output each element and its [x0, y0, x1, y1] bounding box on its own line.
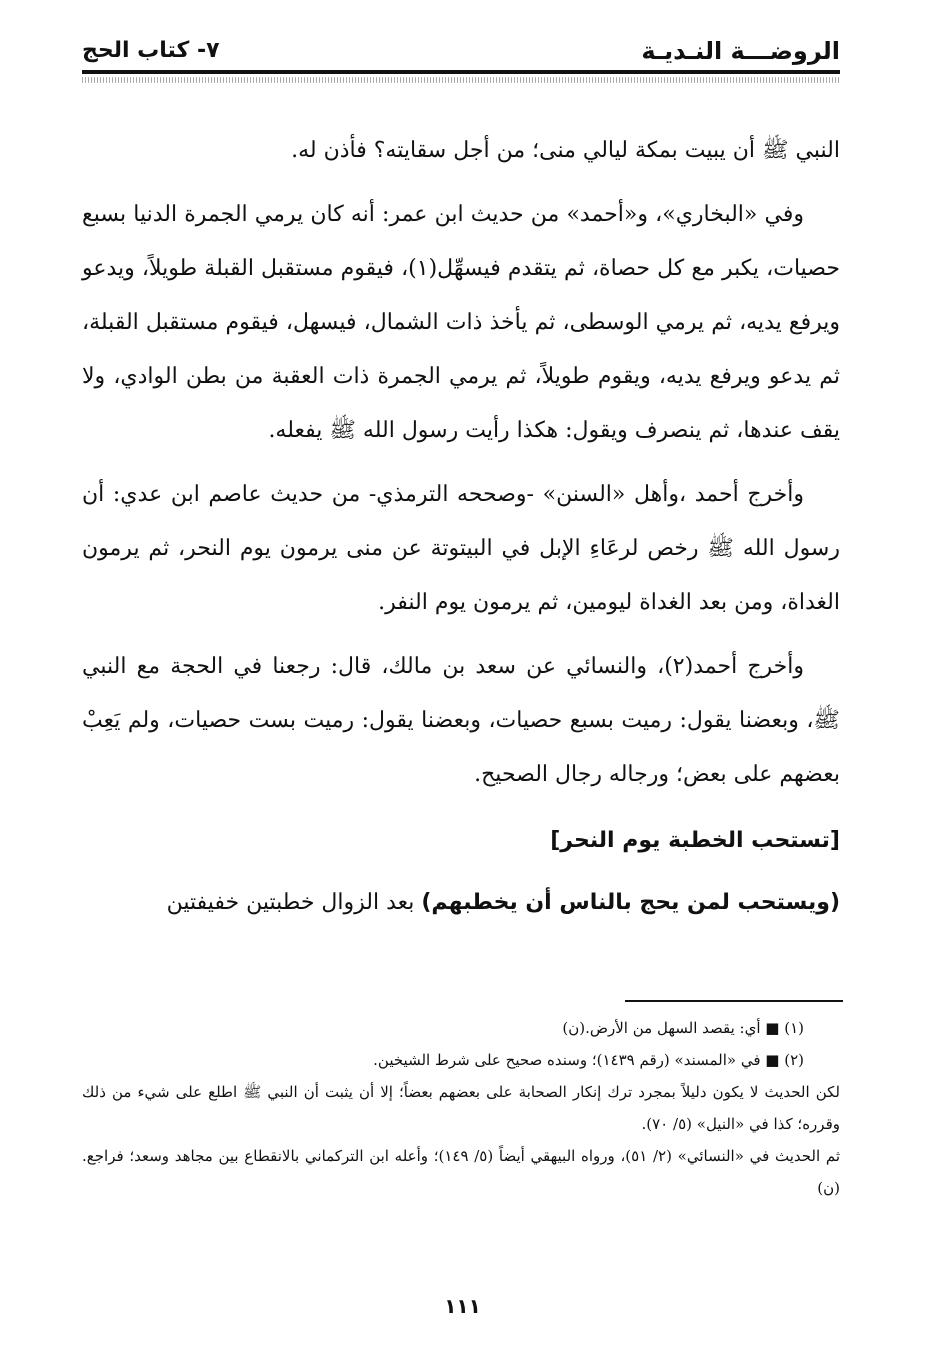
- header-rule: [82, 70, 840, 74]
- section-heading: [تستحب الخطبة يوم النحر]: [550, 828, 840, 853]
- lead-rest-text: بعد الزوال خطبتين خفيفتين: [166, 890, 422, 915]
- footnote-2-continuation-2: ثم الحديث في «النسائي» (٢/ ٥١)، ورواه البيهقي أيضاً (٥/ ١٤٩)؛ وأعله ابن التركماني بالانقطاع بين مجاهد وسعد؛ فراجع.(ن): [82, 1147, 841, 1197]
- footnote-1: (١) ■ أي: يقصد السهل من الأرض.(ن): [562, 1019, 804, 1037]
- paragraph-2: وفي «البخاري»، و«أحمد» من حديث ابن عمر: أنه كان يرمي الجمرة الدنيا بسبع حصيات، يكبر مع كل حصاة، ثم يتقدم فيسهِّل(١)، فيقوم مستقبل القبلة طويلاً، ويدعو ويرفع يديه، ثم يرمي الوسطى، ثم يأخذ ذات الشمال، فيسهل، فيقوم مستقبل القبلة، ثم يدعو ويرفع يديه، ويقوم طويلاً، ثم يرمي الجمرة ذات العقبة من بطن الوادي، ولا يقف عندها، ثم ينصرف ويقول: هكذا رأيت رسول الله ﷺ يفعله.: [82, 202, 840, 443]
- paragraph-4: وأخرج أحمد(٢)، والنسائي عن سعد بن مالك، قال: رجعنا في الحجة مع النبي ﷺ، وبعضنا يقول: رميت بسبع حصيات، وبعضنا يقول: رميت بست حصيات، ولم يَعِبْ بعضهم على بعض؛ ورجاله رجال الصحيح.: [82, 654, 840, 787]
- paragraph-3: وأخرج أحمد ،وأهل «السنن» -وصححه الترمذي- من حديث عاصم ابن عدي: أن رسول الله ﷺ رخص لرعَاءِ الإبل في البيتوتة عن منى يرمون يوم النحر، ثم يرمون الغداة، ومن بعد الغداة ليومين، ثم يرمون يوم النفر.: [82, 482, 840, 615]
- footnotes: [82, 1012, 840, 1204]
- body-text: [82, 124, 840, 930]
- footnote-2: (٢) ■ في «المسند» (رقم ١٤٣٩)؛ وسنده صحيح على شرط الشيخين.: [373, 1051, 804, 1069]
- lead-paragraph: [82, 876, 840, 930]
- header-rule-dotted: [82, 77, 840, 83]
- lead-bold-text: (ويستحب لمن يحج بالناس أن يخطبهم): [421, 890, 840, 915]
- running-header: [82, 36, 840, 70]
- book-title: الروضـــة النـديـة: [641, 37, 840, 65]
- chapter-title: ٧- كتاب الحج: [82, 38, 220, 63]
- paragraph-1: النبي ﷺ أن يبيت بمكة ليالي منى؛ من أجل سقايته؟ فأذن له.: [291, 138, 840, 163]
- page-number: ١١١: [444, 1294, 481, 1318]
- footnote-2-continuation: لكن الحديث لا يكون دليلاً بمجرد ترك إنكار الصحابة على بعضهم بعضاً؛ إلا أن يثبت أن النبي ﷺ اطلع على شيء من ذلك وقرره؛ كذا في «النيل» (٥/ ٧٠).: [82, 1083, 840, 1133]
- footnote-rule: [625, 1000, 843, 1002]
